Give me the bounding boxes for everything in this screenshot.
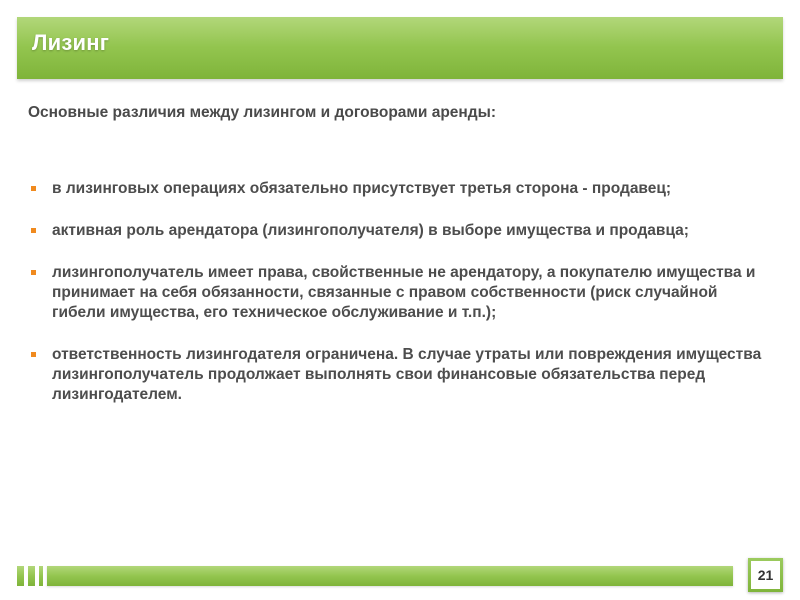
footer-stripe [28,566,35,586]
square-bullet-icon [31,352,36,357]
square-bullet-icon [31,228,36,233]
footer-bar [47,566,733,586]
bullet-item [28,179,768,199]
bullet-list [28,179,768,405]
bullet-item [28,221,768,241]
bullet-item [28,345,768,405]
square-bullet-icon [31,186,36,191]
bullet-item [28,263,768,323]
bullet-text: активная роль арендатора (лизингополучателя) в выборе имущества и продавца; [52,222,689,239]
bullet-text: в лизинговых операциях обязательно присутствует третья сторона - продавец; [52,180,672,197]
slide-subtitle: Основные различия между лизингом и договорами аренды: [28,104,497,121]
bullet-text: лизингополучатель имеет права, свойственные не арендатору, а покупателю имущества и принимает на себя обязанности, связанные с правом собственности (риск случайной гибели имущества, его техническое обслуживание и т.п.); [52,264,756,321]
page-number: 21 [751,561,780,589]
footer-stripe [17,566,24,586]
square-bullet-icon [31,270,36,275]
header-bar [17,17,783,79]
bullet-text: ответственность лизингодателя ограничена. В случае утраты или повреждения имущества лизингополучатель продолжает выполнять свои финансовые обязательства перед лизингодателем. [52,346,762,403]
slide-title: Лизинг [32,30,110,55]
page-number-badge [748,558,783,592]
footer-stripe [39,566,43,586]
